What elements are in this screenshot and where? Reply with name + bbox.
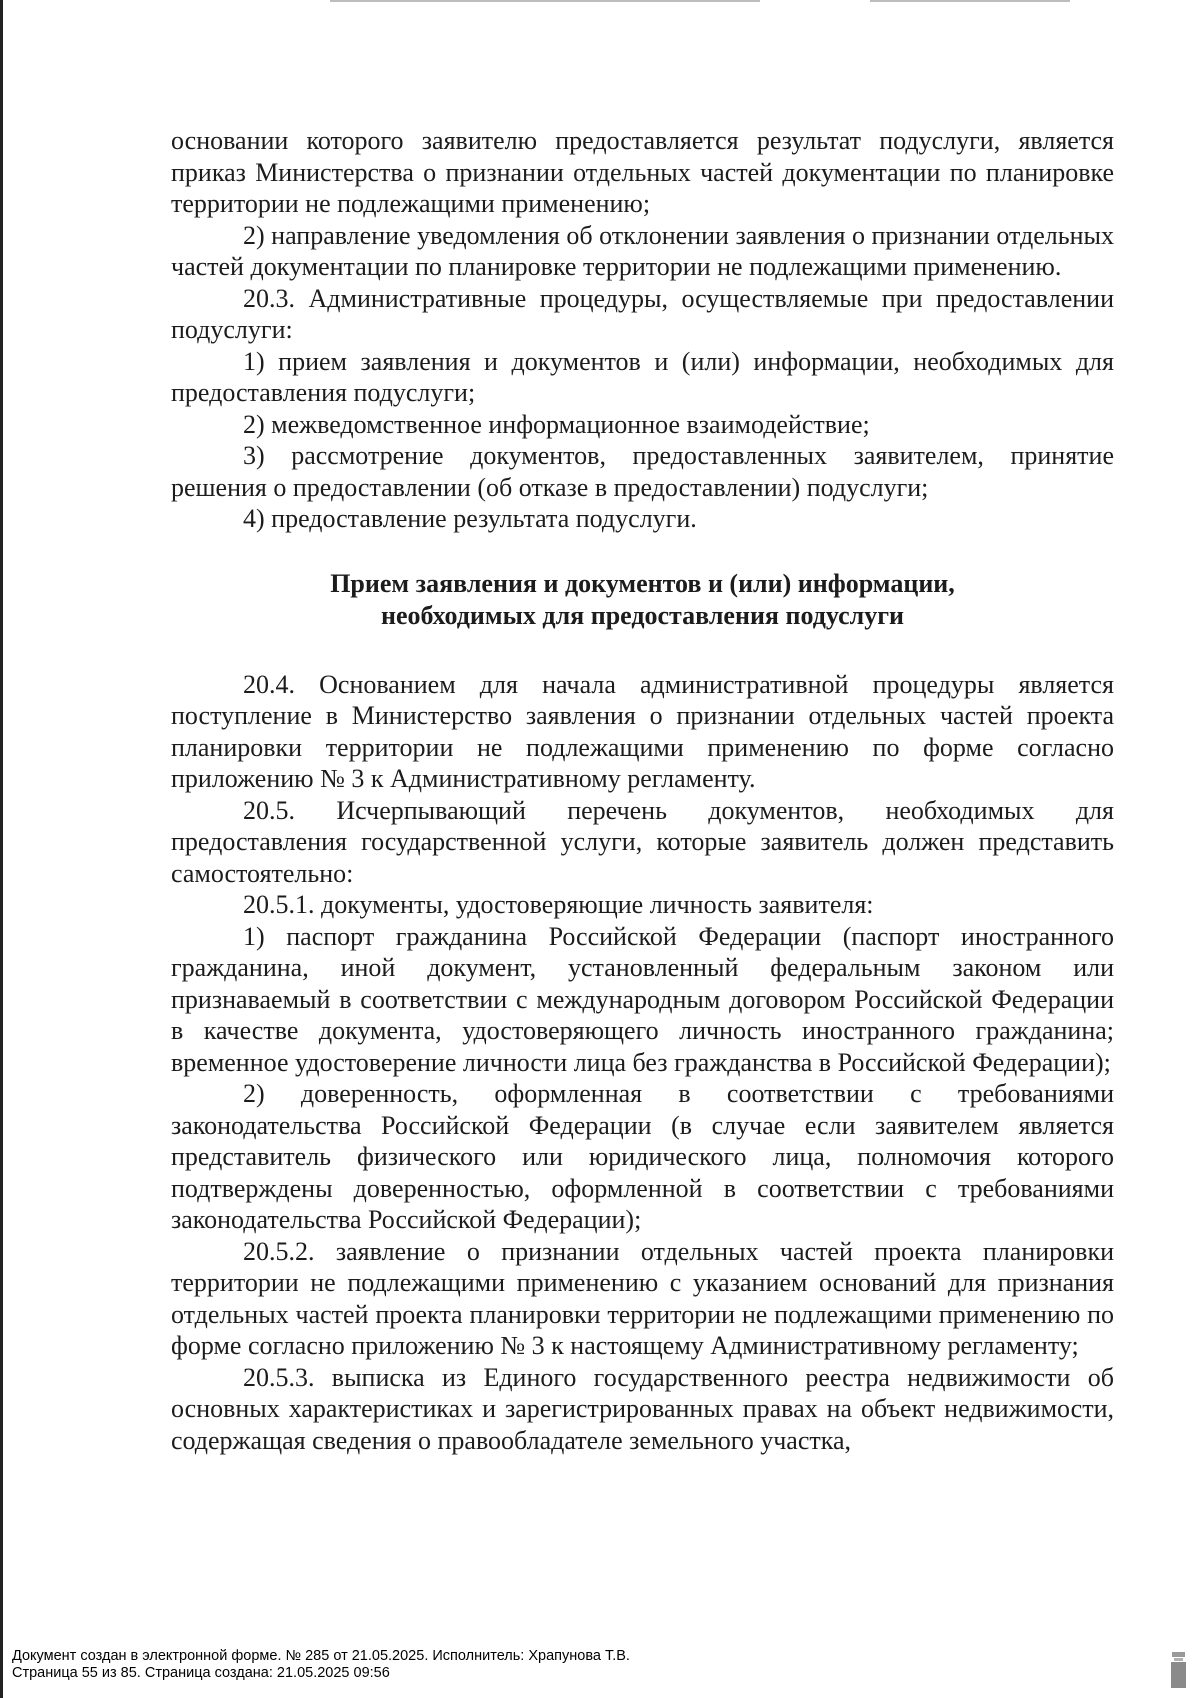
section-heading-line-1: Прием заявления и документов и (или) информации, xyxy=(330,568,955,598)
section-heading-line-2: необходимых для предоставления подуслуги xyxy=(380,600,904,630)
list-item-paragraph: 4) предоставление результата подуслуги. xyxy=(243,504,697,533)
section-heading xyxy=(171,568,1114,632)
scan-edge-top-right xyxy=(870,0,1070,2)
section-paragraph-20-5-1: 20.5.1. документы, удостоверяющие личность заявителя: xyxy=(243,890,874,919)
document-footer xyxy=(12,1648,630,1682)
section-paragraph-20-5: 20.5. Исчерпывающий перечень документов, необходимых для предоставления государственной услуги, которые заявитель должен представить самостоятельно: xyxy=(171,795,1114,888)
footer-page-info: Страница 55 из 85. Страница создана: 21.05.2025 09:56 xyxy=(12,1665,390,1681)
section-paragraph-20-3: 20.3. Административные процедуры, осуществляемые при предоставлении подуслуги: xyxy=(171,283,1114,344)
section-paragraph-20-5-2: 20.5.2. заявление о признании отдельных частей проекта планировки территории не подлежащими применению с указанием оснований для признания отдельных частей проекта планировки территории не подлежащими применению по форме согласно приложению № 3 к настоящему Административному регламенту; xyxy=(171,1236,1114,1360)
scan-edge-top xyxy=(330,0,760,2)
list-item-paragraph: 2) доверенность, оформленная в соответствии с требованиями законодательства Российской Федерации (в случае если заявителем является представитель физического или юридического лица, полномочия которого подтверждены доверенностью, оформленной в соответствии с требованиями законодательства Российской Федерации); xyxy=(171,1079,1114,1234)
stamp-icon xyxy=(1170,1650,1187,1690)
document-page-body xyxy=(171,125,1114,1456)
list-item-paragraph: 3) рассмотрение документов, предоставленных заявителем, принятие решения о предоставлении (об отказе в предоставлении) подуслуги; xyxy=(171,441,1114,502)
list-item-paragraph: 2) межведомственное информационное взаимодействие; xyxy=(243,409,870,439)
section-paragraph-20-5-3: 20.5.3. выписка из Единого государственного реестра недвижимости об основных характеристиках и зарегистрированных правах на объект недвижимости, содержащая сведения о правообладателе земельного участка, xyxy=(171,1362,1114,1455)
list-item-paragraph: 1) прием заявления и документов и (или) информации, необходимых для предоставления подуслуги; xyxy=(171,346,1114,407)
section-paragraph-20-4: 20.4. Основанием для начала административной процедуры является поступление в Министерство заявления о признании отдельных частей проекта планировки территории не подлежащими применению по форме согласно приложению № 3 к Административному регламенту. xyxy=(171,669,1114,793)
list-item-paragraph: 1) паспорт гражданина Российской Федерации (паспорт иностранного гражданина, иной документ, установленный федеральным законом или признаваемый в соответствии с международным договором Российской Федерации в качестве документа, удостоверяющего личность иностранного гражданина; временное удостоверение личности лица без гражданства в Российской Федерации); xyxy=(171,921,1114,1077)
footer-creation-info: Документ создан в электронной форме. № 285 от 21.05.2025. Исполнитель: Храпунова Т.В. xyxy=(12,1648,630,1664)
scan-edge-left xyxy=(0,0,3,1698)
list-item-paragraph: 2) направление уведомления об отклонении заявления о признании отдельных частей документации по планировке территории не подлежащими применению. xyxy=(171,220,1114,281)
paragraph-continuation: основании которого заявителю предоставляется результат подуслуги, является приказ Министерства о признании отдельных частей документации по планировке территории не подлежащими применению; xyxy=(171,126,1114,218)
